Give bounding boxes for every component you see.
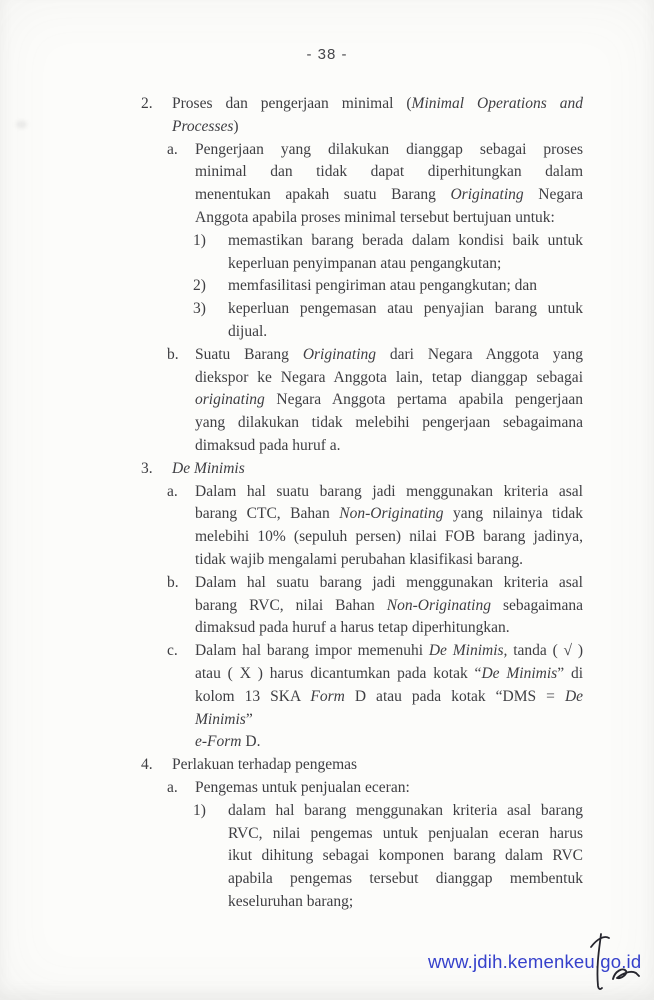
text-line: dalam hal barang menggunakan kriteria asal barang xyxy=(228,801,583,819)
text-line: tidak wajib mengalami perubahan klasifikasi barang. xyxy=(195,550,523,568)
text-line: De Minimis xyxy=(172,459,245,477)
text-line: Perlakuan terhadap pengemas xyxy=(172,756,358,774)
text-line: kolom 13 SKA Form D atau pada kotak “DMS = De Minimis” xyxy=(195,687,584,728)
list-marker: 1) xyxy=(193,231,206,249)
page-number: - 38 - xyxy=(306,46,348,63)
list-item-level-2 xyxy=(167,640,583,754)
list-item-text xyxy=(172,93,583,139)
list-marker: 3) xyxy=(193,300,206,318)
text-line: keperluan pengemasan atau penyajian barang untuk xyxy=(228,300,583,318)
list-item-text xyxy=(172,458,583,481)
list-marker: 2. xyxy=(141,95,153,112)
text-line: originating Negara Anggota pertama apabila pengerjaan xyxy=(195,391,583,409)
list-marker: 3. xyxy=(141,459,153,477)
list-item-text xyxy=(228,230,583,276)
list-item-level-3 xyxy=(193,800,583,914)
text-line: ikut dihitung sebagai komponen barang dalam RVC xyxy=(228,847,583,865)
text-line: keseluruhan barang; xyxy=(228,892,354,910)
text-line: memastikan barang berada dalam kondisi baik untuk xyxy=(228,231,583,249)
list-item-text xyxy=(195,481,583,572)
text-line: barang RVC, nilai Bahan Non-Originating sebagaimana xyxy=(195,596,583,614)
text-line: Processes) xyxy=(172,117,239,135)
signature-icon xyxy=(576,926,648,996)
document-body xyxy=(141,93,583,914)
list-item-level-3 xyxy=(193,298,583,344)
list-item-level-2 xyxy=(167,572,583,640)
text-line: apabila pengemas tersebut dianggap membentuk xyxy=(228,870,583,888)
list-marker: 4. xyxy=(141,756,153,774)
text-line: keperluan penyimpanan atau pengangkutan; xyxy=(228,254,502,272)
text-line: Dalam hal suatu barang jadi menggunakan kriteria asal xyxy=(195,573,583,591)
text-line: melebihi 10% (sepuluh persen) nilai FOB barang jadinya, xyxy=(195,528,583,546)
text-line: Pengerjaan yang dilakukan dianggap sebagai proses xyxy=(195,140,583,158)
list-marker: c. xyxy=(167,642,178,660)
text-line: barang CTC, Bahan Non-Originating yang nilainya tidak xyxy=(195,505,583,523)
text-line: menentukan apakah suatu Barang Originating Negara xyxy=(195,186,584,204)
list-item-text xyxy=(228,800,583,914)
list-item-level-1 xyxy=(141,754,583,777)
list-marker: 2) xyxy=(193,277,206,295)
text-line: atau ( X ) harus dicantumkan pada kotak “De Minimis” di xyxy=(195,664,584,682)
text-line: minimal dan tidak dapat diperhitungkan dalam xyxy=(195,163,583,181)
list-item-level-3 xyxy=(193,275,583,298)
text-line: diekspor ke Negara Anggota lain, tetap dianggap sebagai xyxy=(195,368,583,386)
list-item-text xyxy=(172,754,583,777)
text-line: Anggota apabila proses minimal tersebut bertujuan untuk: xyxy=(195,208,555,226)
list-item-level-2 xyxy=(167,777,583,800)
list-item-level-2 xyxy=(167,139,583,230)
list-item-text xyxy=(195,777,583,800)
list-item-text xyxy=(228,298,583,344)
text-line: Suatu Barang Originating dari Negara Anggota yang xyxy=(195,345,583,363)
text-line: Proses dan pengerjaan minimal (Minimal Operations and xyxy=(172,95,583,112)
footer-url[interactable]: www.jdih.kemenkeu.go.id xyxy=(428,951,642,972)
list-marker: a. xyxy=(167,140,178,158)
list-item-text xyxy=(195,139,583,230)
list-marker: 1) xyxy=(193,801,206,819)
text-line: Pengemas untuk penjualan eceran: xyxy=(195,778,410,796)
text-line: yang dilakukan tidak melebihi pengerjaan sebagaimana xyxy=(195,414,583,432)
list-item-level-2 xyxy=(167,481,583,572)
list-marker: b. xyxy=(167,345,179,363)
list-item-level-3 xyxy=(193,230,583,276)
list-item-level-1 xyxy=(141,458,583,481)
text-line: Dalam hal barang impor memenuhi De Minimis, tanda ( √ ) xyxy=(195,642,583,660)
text-line: Dalam hal suatu barang jadi menggunakan kriteria asal xyxy=(195,482,583,500)
text-line: dijual. xyxy=(228,322,268,340)
text-line: memfasilitasi pengiriman atau pengangkutan; dan xyxy=(228,277,538,295)
list-item-text xyxy=(195,572,583,640)
list-marker: a. xyxy=(167,482,178,500)
text-line: e-Form D. xyxy=(195,733,261,751)
list-item-text xyxy=(195,344,583,458)
list-item-text xyxy=(228,275,583,298)
list-item-level-2 xyxy=(167,344,583,458)
list-item-text xyxy=(195,640,583,754)
scan-artifact xyxy=(16,121,27,128)
text-line: RVC, nilai pengemas untuk penjualan eceran harus xyxy=(228,824,583,842)
list-marker: b. xyxy=(167,573,179,591)
list-item-level-1 xyxy=(141,93,583,139)
list-marker: a. xyxy=(167,778,178,796)
text-line: dimaksud pada huruf a. xyxy=(195,436,341,454)
text-line: dimaksud pada huruf a harus tetap diperhitungkan. xyxy=(195,619,510,637)
